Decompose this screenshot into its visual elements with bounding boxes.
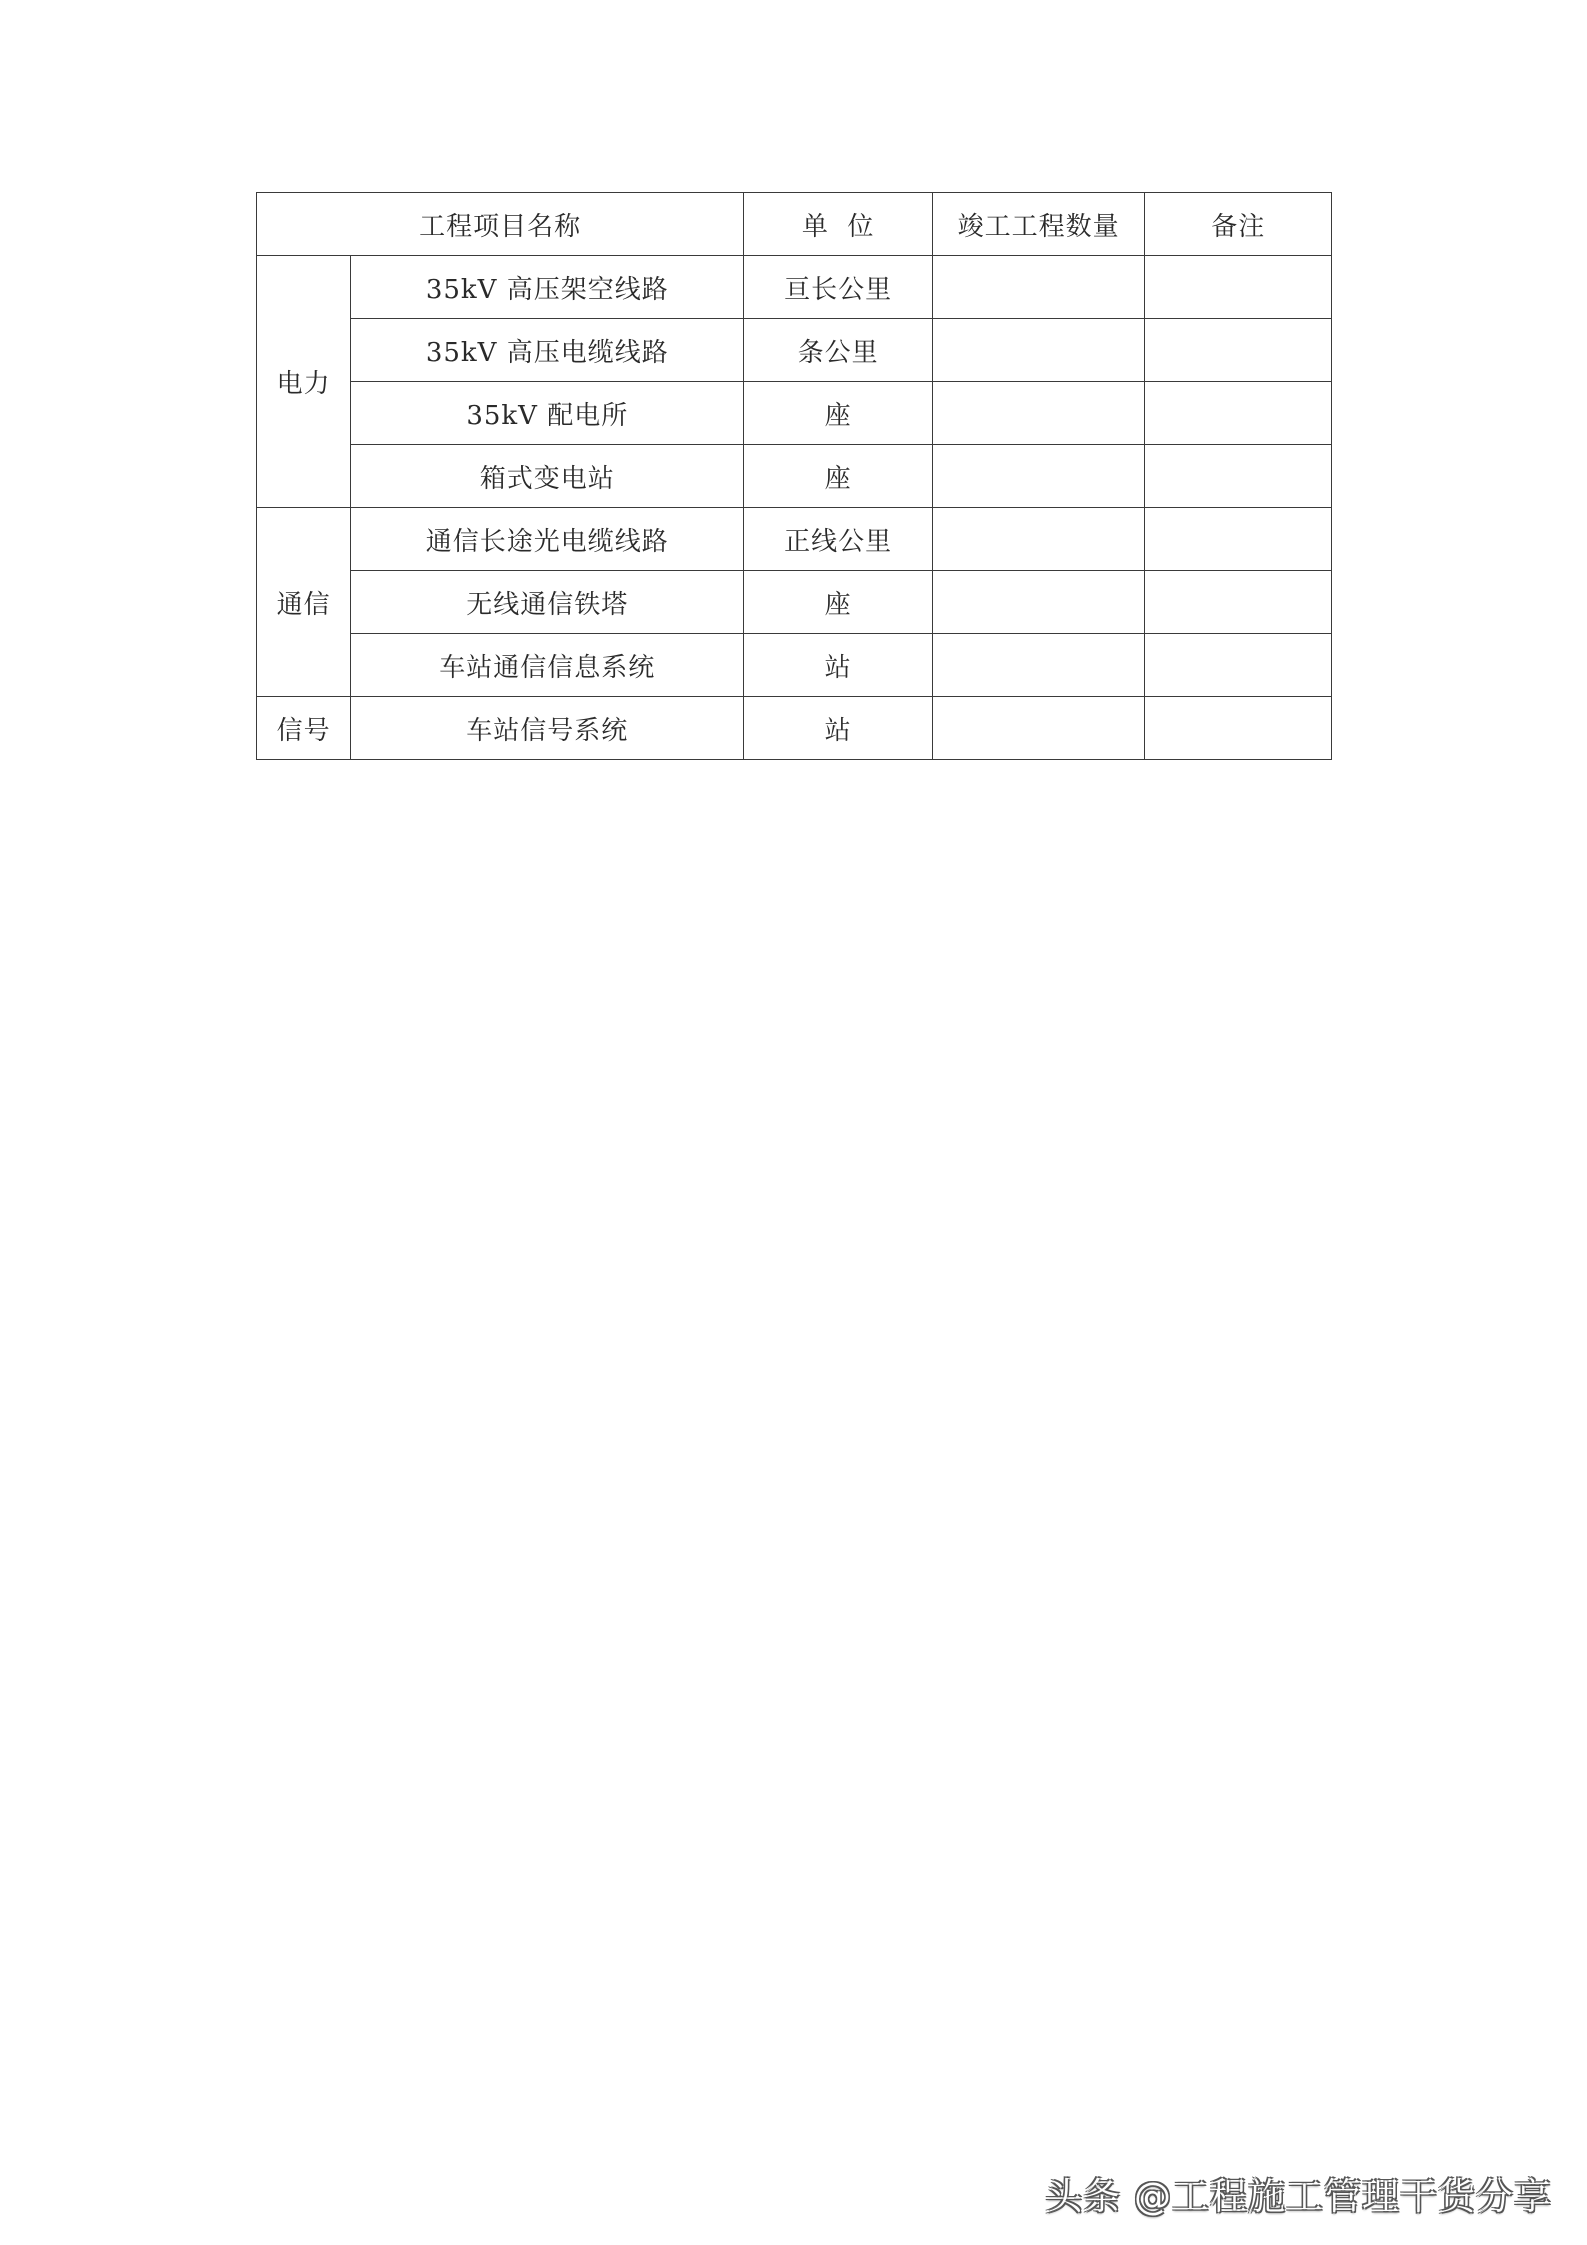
unit-cell: 站 <box>744 634 933 697</box>
category-cell-communication: 通信 <box>257 508 351 697</box>
table-row <box>257 319 1332 382</box>
remarks-cell <box>1145 508 1332 571</box>
item-name-cell: 35kV 高压电缆线路 <box>351 319 744 382</box>
watermark: 头条 @工程施工管理干货分享 <box>1045 2175 1552 2218</box>
unit-cell: 条公里 <box>744 319 933 382</box>
header-remarks: 备注 <box>1145 193 1332 256</box>
quantity-cell <box>932 634 1145 697</box>
quantity-cell <box>932 319 1145 382</box>
table-row <box>257 508 1332 571</box>
item-name-cell: 无线通信铁塔 <box>351 571 744 634</box>
item-name-cell: 车站信号系统 <box>351 697 744 760</box>
table-row <box>257 571 1332 634</box>
header-item-name: 工程项目名称 <box>257 193 744 256</box>
table-row <box>257 445 1332 508</box>
completed-works-table <box>256 192 1332 760</box>
header-completed-quantity: 竣工工程数量 <box>932 193 1145 256</box>
item-name-cell: 车站通信信息系统 <box>351 634 744 697</box>
unit-cell: 座 <box>744 382 933 445</box>
quantity-cell <box>932 445 1145 508</box>
table-row <box>257 697 1332 760</box>
item-name-cell: 35kV 配电所 <box>351 382 744 445</box>
table-header-row <box>257 193 1332 256</box>
unit-cell: 座 <box>744 445 933 508</box>
remarks-cell <box>1145 445 1332 508</box>
category-cell-signal: 信号 <box>257 697 351 760</box>
table-row <box>257 382 1332 445</box>
quantity-cell <box>932 571 1145 634</box>
quantity-cell <box>932 256 1145 319</box>
item-name-cell: 箱式变电站 <box>351 445 744 508</box>
item-name-cell: 通信长途光电缆线路 <box>351 508 744 571</box>
table-row <box>257 634 1332 697</box>
unit-cell: 站 <box>744 697 933 760</box>
remarks-cell <box>1145 382 1332 445</box>
unit-cell: 正线公里 <box>744 508 933 571</box>
quantity-cell <box>932 508 1145 571</box>
quantity-cell <box>932 382 1145 445</box>
quantity-cell <box>932 697 1145 760</box>
item-name-cell: 35kV 高压架空线路 <box>351 256 744 319</box>
remarks-cell <box>1145 634 1332 697</box>
remarks-cell <box>1145 571 1332 634</box>
unit-cell: 座 <box>744 571 933 634</box>
table-row <box>257 256 1332 319</box>
remarks-cell <box>1145 319 1332 382</box>
remarks-cell <box>1145 697 1332 760</box>
header-unit: 单 位 <box>744 193 933 256</box>
unit-cell: 亘长公里 <box>744 256 933 319</box>
remarks-cell <box>1145 256 1332 319</box>
category-cell-power: 电力 <box>257 256 351 508</box>
